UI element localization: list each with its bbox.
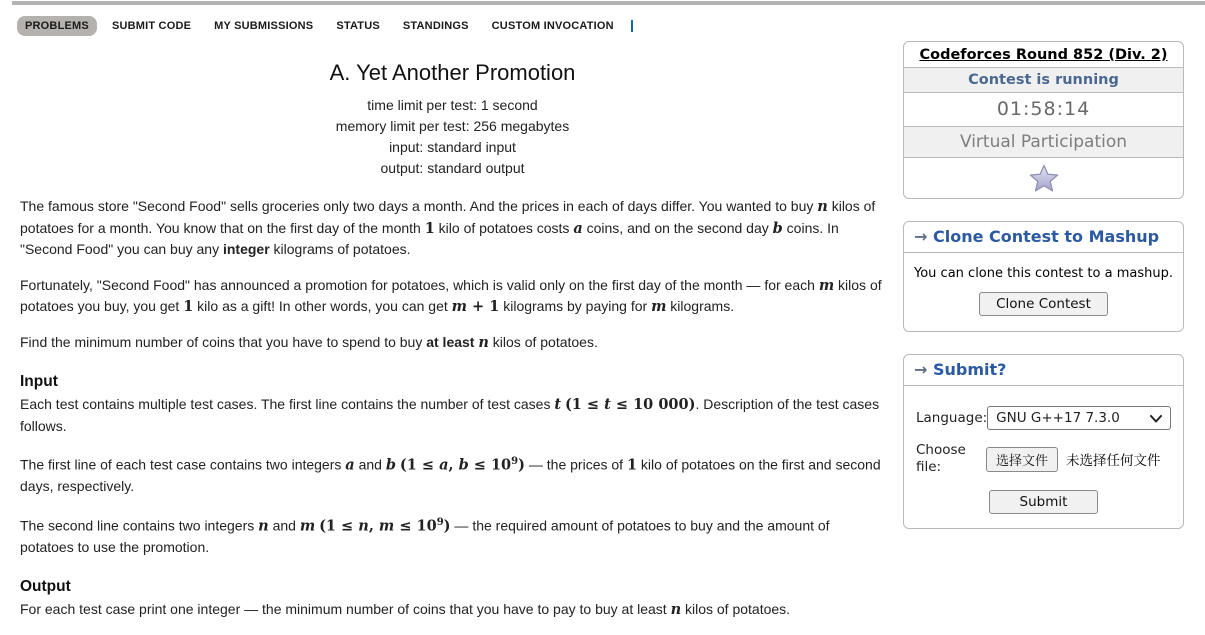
language-row [916,406,1171,430]
contest-tab-bar [17,16,1205,36]
tab-submit-code[interactable]: SUBMIT CODE [111,20,192,32]
section-heading: Output [20,578,71,596]
problem-statement [20,196,885,621]
arrow-icon: → [914,227,928,246]
submit-caption [904,355,1183,386]
clone-contest-box [903,221,1184,332]
input-spec: input: standard input [389,139,516,155]
contest-box [903,41,1184,199]
clone-contest-button[interactable]: Clone Contest [979,292,1108,316]
statement-paragraph: Each test contains multiple test cases. The first line contains the number of test cases t (1 ≤ t ≤ 10 000). Description of the test cases follows. [20,396,880,434]
chevron-down-icon [1150,415,1162,423]
language-selected-value: GNU G++17 7.3.0 [996,410,1120,426]
star-icon[interactable] [1029,164,1059,192]
contest-countdown: 01:58:14 [904,92,1183,126]
contest-star-row [904,158,1183,198]
section-heading: Input [20,373,58,390]
participation-mode: Virtual Participation [904,126,1183,158]
statement-paragraph: The first line of each test case contains two integers a and b (1 ≤ a, $b \le 10^9$) — the prices of 1 kilo of potatoes on the first and second days, respectively. [20,456,881,495]
contest-status: Contest is running [904,67,1183,92]
text-caret [631,20,633,32]
choose-file-label: Choose file: [916,442,966,475]
problem-panel [0,39,895,635]
submit-row [916,490,1171,514]
sidebar [903,41,1184,529]
output-spec: output: standard output [380,160,525,176]
time-limit: time limit per test: 1 second [367,97,538,113]
tab-status[interactable]: STATUS [336,20,380,32]
language-select[interactable] [987,406,1171,430]
choose-file-button[interactable]: 选择文件 [986,447,1058,472]
language-label: Language: [916,409,988,426]
clone-contest-caption [904,222,1183,253]
tab-problems[interactable]: PROBLEMS [17,16,97,36]
file-status-text: 未选择任何文件 [1066,453,1161,469]
statement-paragraph: The second line contains two integers n and m (1 ≤ n, $m \le 10^9$) — the required amount of potatoes to buy and the amount of potatoes to use the promotion. [20,516,830,555]
clone-contest-text: You can clone this contest to a mashup. [914,266,1173,281]
arrow-icon: → [914,360,928,379]
submit-button[interactable]: Submit [989,490,1099,514]
contest-title-link[interactable]: Codeforces Round 852 (Div. 2) [919,47,1168,63]
submit-box [903,354,1184,529]
statement-paragraph: Fortunately, "Second Food" has announced a promotion for potatoes, which is valid only on the first day of the month — for each m kilos of potatoes you buy, you get 1 kilo as a gift! In other words, you can get m + 1 kilograms by paying for m kilograms. [20,276,882,315]
file-row [916,442,1171,476]
clone-contest-caption-text: Clone Contest to Mashup [932,227,1160,246]
tab-my-submissions[interactable]: MY SUBMISSIONS [214,20,314,32]
statement-paragraph: Find the minimum number of coins that you have to spend to buy at least n kilos of potatoes. [20,333,598,351]
problem-limits [20,95,885,179]
problem-title: A. Yet Another Promotion [329,60,576,85]
top-divider [12,1,1205,5]
submit-caption-text: Submit? [932,360,1007,379]
tab-custom-invocation[interactable]: CUSTOM INVOCATION [491,20,614,32]
statement-paragraph: For each test case print one integer — the minimum number of coins that you have to pay to buy at least n kilos of potatoes. [20,601,791,619]
submit-form [904,386,1183,528]
contest-box-title-row [904,42,1183,67]
tab-standings[interactable]: STANDINGS [402,20,469,32]
clone-contest-body [904,253,1183,331]
statement-paragraph: The famous store "Second Food" sells groceries only two days a month. And the prices in each of days differ. You wanted to buy n kilos of potatoes for a month. You know that on the first day of the month 1 kilo of potatoes costs a coins, and on the second day b coins. In "Second Food" you can buy any integer kilograms of potatoes. [20,198,876,257]
memory-limit: memory limit per test: 256 megabytes [335,118,570,134]
